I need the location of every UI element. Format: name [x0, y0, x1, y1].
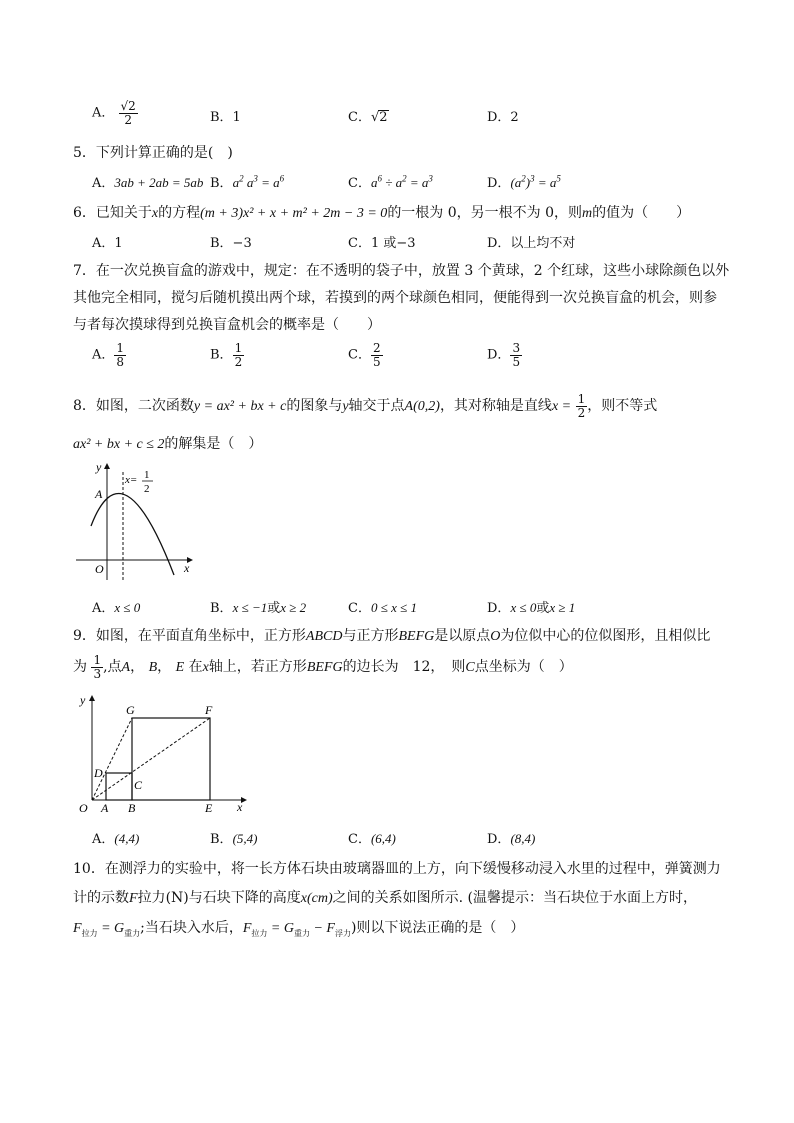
q9-option-a: A．(4,4): [92, 831, 140, 847]
q8-label-y: y: [96, 460, 102, 474]
q7-option-a: A． $\frac{1}{8}$: [92, 341, 125, 369]
q9-option-d: D．(8,4): [487, 831, 536, 847]
q9-square-abcd: [106, 773, 132, 800]
q9-label-b: B: [128, 801, 136, 815]
q5-stem: 5．下列计算正确的是( ): [73, 145, 233, 161]
q9-label-d: D: [94, 766, 103, 780]
q5-option-b: B．$a^2$ $a^3 = a^6$: [210, 173, 285, 191]
q10-line-1: 10．在测浮力的实验中，将一长方体石块由玻璃器皿的上方，向下缓慢移动浸入水里的过程中，弹簧测力: [73, 861, 721, 877]
q8-label-half-n: 1: [144, 469, 150, 481]
q8-label-o: O: [95, 562, 104, 576]
q7-line-2: 其他完全相同，搅匀后随机摸出两个球，若摸到的两个球颜色相同，便能得到一次兑换盲盒的机会，则参: [73, 290, 717, 306]
q9-square-befg: [132, 718, 210, 800]
q5-option-d: D．$(a^2)^3 = a^5$: [487, 173, 561, 191]
q7-option-c: C． $\frac{2}{5}$: [348, 341, 381, 369]
q9-figure: [74, 690, 250, 815]
q7-line-3: 与者每次摸球得到兑换盲盒机会的概率是（ ）: [73, 317, 381, 333]
q6-option-d: D．以上均不对: [487, 236, 576, 251]
q5-option-a: A．3ab + 2ab = 5ab: [92, 175, 204, 191]
q9-label-g: G: [126, 703, 135, 717]
q9-dashed-og: [92, 718, 132, 800]
q8-option-a: A．x ≤ 0: [92, 600, 141, 616]
q7-line-1: 7．在一次兑换盲盒的游戏中，规定：在不透明的袋子中，放置 3 个黄球，2 个红球，这些小球除颜色以外: [73, 263, 730, 279]
q9-stem-line-2: 为 $\frac{1}{3}$ ,点A， B， E 在x轴上，若正方形BEFG的边长为 12， 则C点坐标为（ ）: [73, 653, 573, 681]
q6-option-a: A．1: [92, 236, 123, 251]
q9-label-x: x: [237, 800, 243, 814]
q9-option-c: C．(6,4): [348, 831, 396, 847]
q4-option-b: B．1: [210, 110, 241, 125]
q7-option-b: B． $\frac{1}{2}$: [210, 341, 243, 369]
q10-line-3: $F_{拉力} = G_{重力}$;当石块入水后，$F_{拉力} = G_{重力} - F_{浮力}$)则以下说法正确的是（ ）: [73, 920, 525, 938]
q8-label-a: A: [95, 487, 103, 501]
q4-option-a-fraction: $\frac{√2}{2}$: [120, 99, 136, 127]
q8-option-b: B．x ≤ −1或x ≥ 2: [210, 600, 307, 616]
q7-option-d: D． $\frac{3}{5}$: [487, 341, 521, 369]
q6-option-c: C．1 或−3: [348, 236, 416, 251]
q6-stem: 6．已知关于x的方程(m + 3)x² + x + m² + 2m − 3 = 0的一根为 0，另一根不为 0，则m的值为（ ）: [73, 205, 691, 221]
q4-option-a-label: A．: [92, 105, 115, 121]
q8-stem-line-2: ax² + bx + c ≤ 2的解集是（ ）: [73, 436, 263, 452]
q9-label-e: E: [205, 801, 213, 815]
q9-option-b: B．(5,4): [210, 831, 258, 847]
q8-stem-line-1: 8．如图，二次函数y = ax² + bx + c的图象与y轴交于点A(0,2)，其对称轴是直线x = $\frac{1}{2}$ ，则不等式: [73, 392, 658, 420]
q9-label-a: A: [101, 801, 109, 815]
q8-option-c: C．0 ≤ x ≤ 1: [348, 600, 417, 616]
q8-figure: [74, 460, 198, 584]
q8-label-x: x: [184, 561, 190, 575]
q8-option-d: D．x ≤ 0或x ≥ 1: [487, 600, 576, 616]
q6-option-b: B．−3: [210, 236, 252, 251]
q4-option-d: D．2: [487, 110, 519, 125]
q4-option-a: [92, 100, 138, 126]
q9-label-c: C: [134, 778, 143, 792]
q9-label-y: y: [80, 693, 86, 707]
q8-label-half-d: 2: [144, 483, 150, 495]
q9-dashed-of: [92, 718, 210, 800]
q9-stem-line-1: 9．如图，在平面直角坐标中，正方形ABCD与正方形BEFG是以原点O为位似中心的位似图形，且相似比: [73, 628, 711, 644]
q5-option-c: C．$a^6 \div a^2 = a^3$: [348, 173, 433, 191]
q9-label-f: F: [205, 703, 213, 717]
q9-label-o: O: [79, 801, 88, 815]
q10-line-2: 计的示数F拉力(N)与石块下降的高度x(cm)之间的关系如图所示. (温馨提示：当石块位于水面上方时，: [73, 890, 697, 906]
q4-option-c: C．√2: [348, 110, 388, 125]
q8-label-xeq: x=: [125, 474, 138, 486]
